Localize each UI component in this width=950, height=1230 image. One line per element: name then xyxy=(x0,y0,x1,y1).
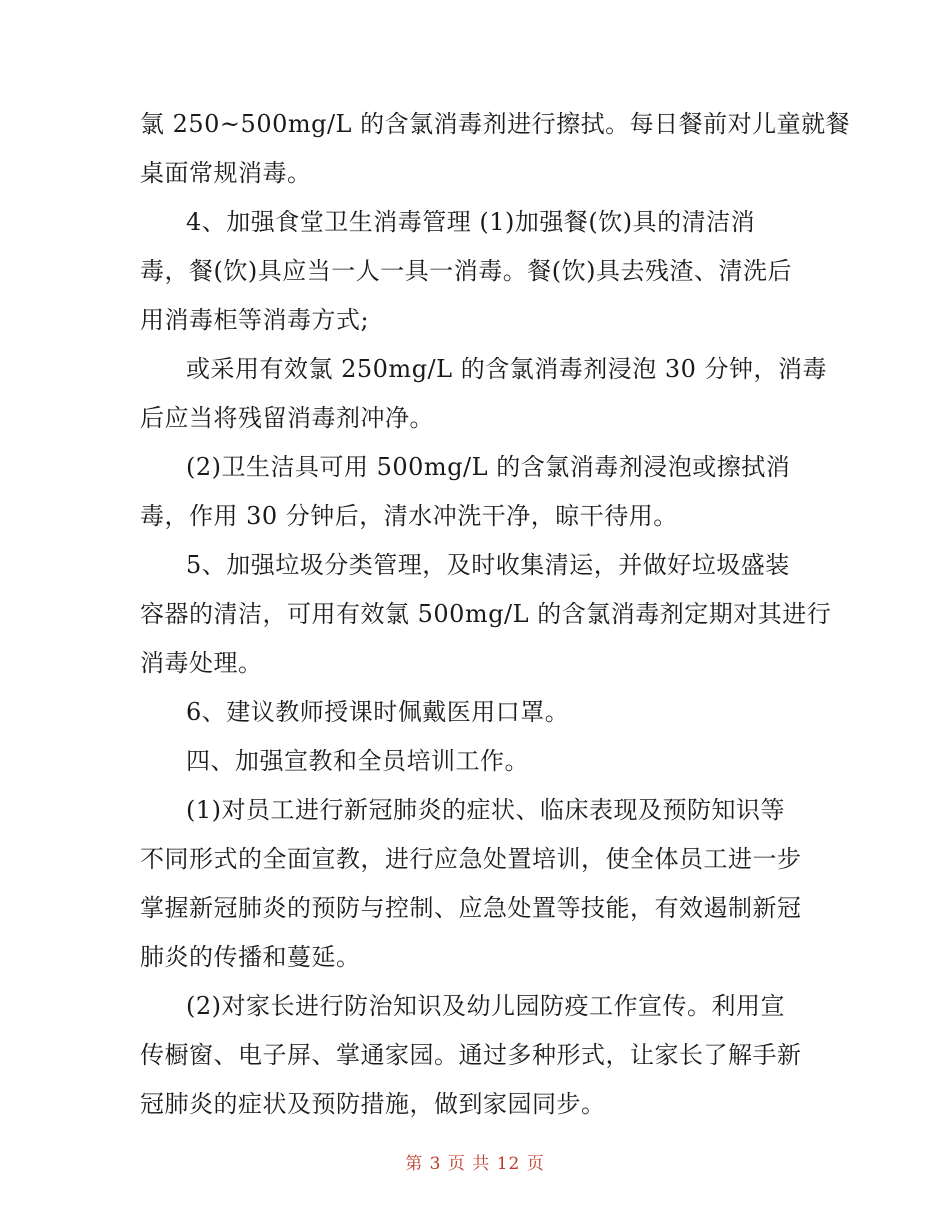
paragraph-start-line: 或采用有效氯 250mg/L 的含氯消毒剂浸泡 30 分钟，消毒 xyxy=(186,355,828,383)
paragraph-start-line: (1)对员工进行新冠肺炎的症状、临床表现及预防知识等 xyxy=(186,796,785,824)
paragraph-start-line: (2)卫生洁具可用 500mg/L 的含氯消毒剂浸泡或擦拭消 xyxy=(186,453,791,481)
text-line: 冠肺炎的症状及预防措施，做到家园同步。 xyxy=(140,1090,606,1118)
text-line: 消毒处理。 xyxy=(140,649,263,677)
text-line: 容器的清洁，可用有效氯 500mg/L 的含氯消毒剂定期对其进行 xyxy=(140,600,832,628)
paragraph-start-line: (2)对家长进行防治知识及幼儿园防疫工作宣传。利用宣 xyxy=(186,992,785,1020)
text-line: 氯 250~500mg/L 的含氯消毒剂进行擦拭。每日餐前对儿童就餐 xyxy=(140,110,851,138)
text-line: 传橱窗、电子屏、掌通家园。通过多种形式，让家长了解手新 xyxy=(140,1041,802,1069)
document-body xyxy=(140,100,851,1129)
text-line: 不同形式的全面宣教，进行应急处置培训，使全体员工进一步 xyxy=(140,845,802,873)
paragraph-start-line: 5、加强垃圾分类管理，及时收集清运，并做好垃圾盛装 xyxy=(186,551,790,579)
paragraph-start-line: 6、建议教师授课时佩戴医用口罩。 xyxy=(186,698,570,726)
text-line: 后应当将残留消毒剂冲净。 xyxy=(140,404,434,432)
text-line: 用消毒柜等消毒方式; xyxy=(140,306,370,334)
text-line: 毒，餐(饮)具应当一人一具一消毒。餐(饮)具去残渣、清洗后 xyxy=(140,257,792,285)
page-number-footer: 第 3 页 共 12 页 xyxy=(405,1154,545,1174)
text-line: 掌握新冠肺炎的预防与控制、应急处置等技能，有效遏制新冠 xyxy=(140,894,802,922)
text-line: 肺炎的传播和蔓延。 xyxy=(140,943,361,971)
text-line: 毒，作用 30 分钟后，清水冲洗干净，晾干待用。 xyxy=(140,502,678,530)
text-line: 桌面常规消毒。 xyxy=(140,159,312,187)
paragraph-start-line: 4、加强食堂卫生消毒管理 (1)加强餐(饮)具的清洁消 xyxy=(186,208,756,236)
section-heading-line: 四、加强宣教和全员培训工作。 xyxy=(186,747,529,775)
